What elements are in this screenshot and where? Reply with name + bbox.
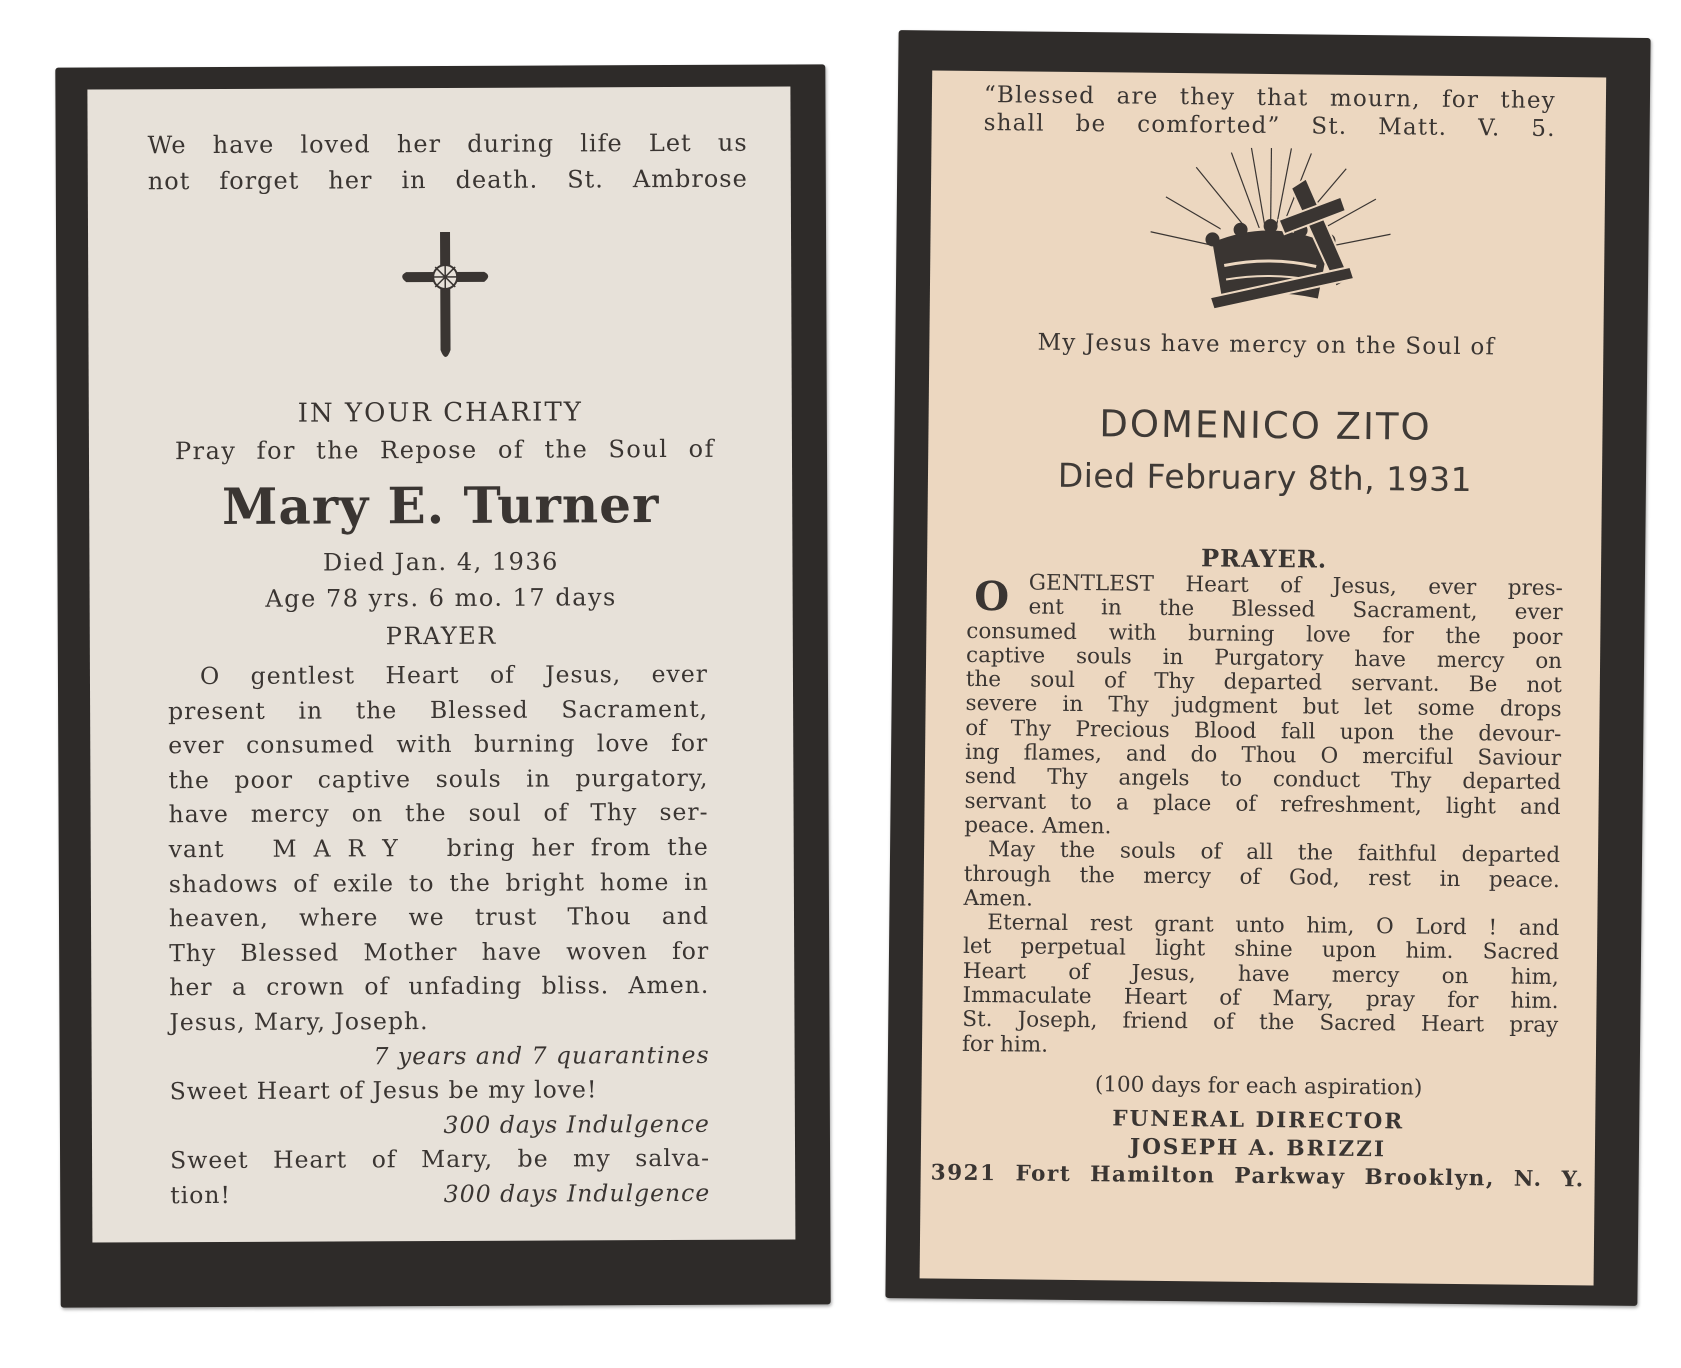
prayer-line: consumed with burning love for the poor [966, 618, 1563, 650]
funeral-director-name: JOSEPH A. BRIZZI [1129, 1134, 1387, 1163]
scripture-quote [984, 81, 1557, 143]
prayer-line: let perpetual light shine upon him. Sacred [962, 934, 1560, 966]
prayer-line: present in the Blessed Sacrament, [168, 694, 709, 725]
funeral-director-label: FUNERAL DIRECTOR [1112, 1106, 1405, 1135]
prayer-line: through the mercy of God, rest in peace. [963, 861, 1560, 893]
prayer-line: vant M A R Y bring her from the [168, 832, 709, 864]
prayer-line: ent in the Blessed Sacrament, ever [1028, 594, 1563, 626]
prayer-heading: PRAYER. [1200, 543, 1328, 574]
memorial-card-domenico-zito [885, 30, 1650, 1306]
deceased-name: DOMENICO ZITO [1099, 402, 1432, 449]
age-line: Age 78 yrs. 6 mo. 17 days [265, 583, 617, 613]
mercy-line: My Jesus have mercy on the Soul of [1037, 329, 1496, 361]
prayer-line: the poor captive souls in purgatory, [168, 763, 709, 794]
prayer-line: send Thy angels to conduct Thy departed [964, 764, 1561, 796]
aspiration-note: (100 days for each aspiration) [1094, 1072, 1423, 1101]
deceased-name: Mary E. Turner [221, 475, 660, 536]
death-date: Died Jan. 4, 1936 [322, 547, 559, 577]
indulgence-note: 7 years and 7 quarantines [373, 1040, 710, 1070]
prayer-line: severe in Thy judgment but let some drops [965, 691, 1562, 723]
quote-line: shall be comforted” St. Matt. V. 5. [983, 109, 1556, 142]
card-face [87, 86, 795, 1242]
prayer-line: May the souls of all the faithful departed [987, 837, 1561, 869]
prayer-line: the soul of Thy departed servant. Be not [965, 667, 1562, 699]
charity-heading: IN YOUR CHARITY [297, 397, 583, 429]
crown-and-cross-icon [1150, 147, 1392, 330]
prayer-line: heaven, where we trust Thou and [168, 901, 710, 933]
prayer-body [168, 657, 710, 1213]
epitaph [148, 125, 748, 200]
cross-icon [398, 232, 493, 364]
prayer-line: peace. Amen. [964, 812, 1112, 840]
prayer-line: shadows of exile to the bright home in [168, 867, 709, 898]
card-face [920, 70, 1607, 1285]
prayer-line: O gentlest Heart of Jesus, ever [199, 659, 709, 691]
prayer-line: St. Joseph, friend of the Sacred Heart pray [962, 1007, 1559, 1039]
quote-line: “Blessed are they that mourn, for they [983, 81, 1557, 114]
death-date: Died February 8th, 1931 [1057, 455, 1473, 500]
prayer-line: of Thy Precious Blood fall upon the devour- [965, 715, 1562, 747]
aspiration-end: tion! [170, 1180, 231, 1210]
prayer-line: GENTLEST Heart of Jesus, ever pres- [1028, 570, 1563, 602]
prayer-heading: PRAYER [385, 621, 497, 651]
aspiration-line: Sweet Heart of Mary, be my salva- [170, 1144, 711, 1175]
prayer-line: Heart of Jesus, have mercy on him, [962, 958, 1559, 990]
prayer-line: ever consumed with burning love for [168, 729, 709, 760]
prayer-line: for him. [961, 1031, 1049, 1058]
epitaph-line: not forget her in death. St. Ambrose [147, 164, 748, 196]
indulgence-note: 300 days Indulgence [443, 1178, 711, 1208]
indulgence-note: 300 days Indulgence [443, 1109, 710, 1139]
memorial-card-mary-turner [55, 64, 830, 1307]
prayer-line: Eternal rest grant unto him, O Lord ! and [987, 910, 1560, 942]
prayer-line: Amen. [963, 885, 1034, 912]
prayer-line: Immaculate Heart of Mary, pray for him. [962, 982, 1559, 1015]
prayer-line: have mercy on the soul of Thy ser- [168, 798, 709, 829]
aspiration-end-row [170, 1176, 710, 1213]
funeral-director-address: 3921 Fort Hamilton Parkway Brooklyn, N. Y. [930, 1160, 1585, 1193]
aspiration-line: Sweet Heart of Jesus be my love! [169, 1075, 598, 1106]
prayer-line: captive souls in Purgatory have mercy on [965, 642, 1563, 674]
prayer-line: servant to a place of refreshment, light and [964, 788, 1561, 820]
epitaph-line: We have loved her during life Let us [147, 128, 748, 160]
pray-line: Pray for the Repose of the Soul of [174, 434, 716, 466]
drop-cap-initial: O [974, 572, 1010, 621]
prayer-line: Thy Blessed Mother have woven for [169, 936, 710, 967]
prayer-line: Jesus, Mary, Joseph. [169, 1007, 429, 1037]
prayer-body [962, 571, 1563, 1063]
prayer-line: her a crown of unfading bliss. Amen. [169, 971, 710, 1002]
prayer-line: ing flames, and do Thou O merciful Saviour [964, 739, 1562, 772]
